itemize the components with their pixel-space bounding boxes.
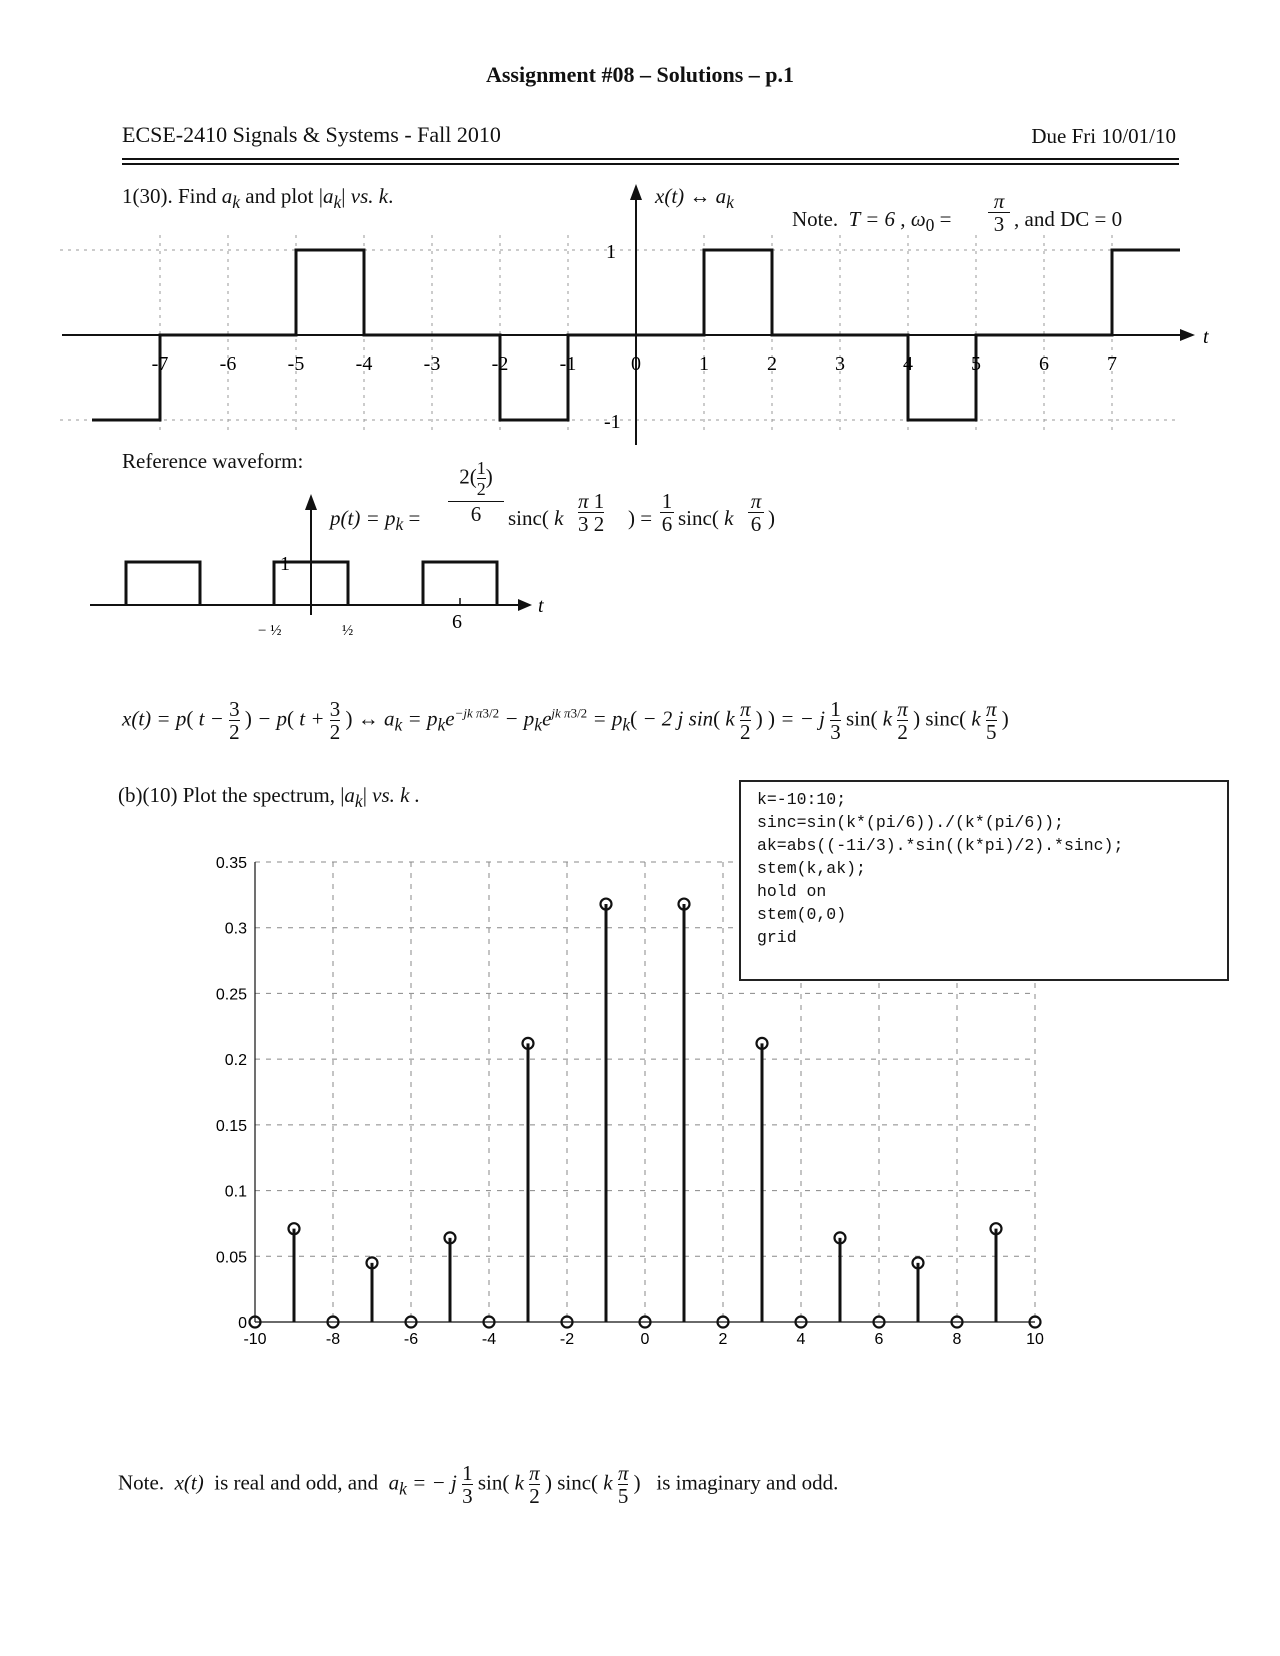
y-tick-0.05: 0.05 xyxy=(215,1249,247,1267)
x-tick--10: -10 xyxy=(243,1331,267,1348)
y-tick-0: 0 xyxy=(238,1315,247,1332)
x-tick-0: 0 xyxy=(640,1331,650,1348)
wave-tick--2: -2 xyxy=(491,353,509,375)
ref-tick-half: ½ xyxy=(342,623,354,639)
x-tick--6: -6 xyxy=(403,1331,419,1348)
ref-level-label: 1 xyxy=(280,553,290,575)
ref-eq-lhs: $p(t) = p_k$ = xyxy=(330,506,421,535)
note-period: Note. T = 6 , $\omega_0$ = xyxy=(792,207,952,236)
wave-tick-2: 2 xyxy=(767,353,777,375)
x-tick-labels xyxy=(243,1331,1044,1348)
ref-amplitude-axis-arrow xyxy=(305,494,317,510)
t-axis-arrow xyxy=(1180,329,1195,341)
y-tick-labels xyxy=(216,855,247,1332)
code-line: sinc=sin(k*(pi/6))./(k*(pi/6)); xyxy=(757,813,1064,832)
ref-eq-sinc2: sinc( k xyxy=(678,506,734,530)
x-tick--8: -8 xyxy=(325,1331,341,1348)
wave-grid xyxy=(60,235,1175,430)
ref-eq-sinc: sinc( k xyxy=(508,506,564,530)
x-tick-8: 8 xyxy=(952,1331,962,1348)
code-line: stem(0,0) xyxy=(757,905,847,924)
wave-tick-0: 0 xyxy=(631,353,641,375)
wave-tick-6: 6 xyxy=(1039,353,1049,375)
x-tick-10: 10 xyxy=(1026,1331,1044,1348)
ref-tick-six: 6 xyxy=(452,611,462,633)
code-line: grid xyxy=(757,928,797,947)
x-tick--4: -4 xyxy=(481,1331,497,1348)
wave-tick--4: -4 xyxy=(355,353,373,375)
problem1-prompt: 1(30). Find $a_k$ and plot $|a_k|$ vs. k. xyxy=(122,184,394,213)
ref-t-axis-arrow xyxy=(518,599,532,611)
ref-tick-neg-half: − ½ xyxy=(258,623,282,639)
due-date: Due Fri 10/01/10 xyxy=(1031,124,1176,148)
part-b-prompt: (b)(10) Plot the spectrum, $|a_k|$ vs. k . xyxy=(118,783,420,812)
ref-eq-equals: ) = xyxy=(628,506,653,530)
ref-eq-one-sixth: 1 6 xyxy=(661,489,673,536)
plot-label: x(t) ↔ $a_k$ xyxy=(655,184,734,213)
x-tick--2: -2 xyxy=(559,1331,575,1348)
wave-tick-labels xyxy=(152,353,1117,375)
ref-eq-arg2: π 6 xyxy=(748,490,764,535)
code-line: ak=abs((-1i/3).*sin((k*pi)/2).*sinc); xyxy=(757,836,1124,855)
t-axis-label: t xyxy=(1203,326,1209,348)
y-tick-0.3: 0.3 xyxy=(224,920,247,938)
level-neg-label: -1 xyxy=(604,411,621,433)
y-tick-0.25: 0.25 xyxy=(215,986,247,1004)
ref-eq-arg: π 1 3 2 xyxy=(578,489,605,536)
level-pos-label: 1 xyxy=(606,241,616,263)
y-tick-0.15: 0.15 xyxy=(215,1117,247,1135)
code-line: hold on xyxy=(757,882,827,901)
y-tick-0.35: 0.35 xyxy=(215,855,247,872)
wave-tick-1: 1 xyxy=(699,353,709,375)
wave-tick-4: 4 xyxy=(903,353,913,375)
code-lines xyxy=(757,788,1211,949)
footer-note: Note. x(t) is real and odd, and $a_k$ = − j $\frac{1}{3}$ sin( k $\frac{\pi}{2}$ ) sinc( k $\frac{\pi}{5}$ ) is imaginary and odd. xyxy=(118,1461,839,1508)
header-rule-double xyxy=(122,163,1179,165)
code-line: k=-10:10; xyxy=(757,790,847,809)
note-dc: , and DC = 0 xyxy=(1014,207,1123,231)
y-tick-0.2: 0.2 xyxy=(224,1052,247,1070)
reference-label: Reference waveform: xyxy=(122,449,304,473)
wave-tick-7: 7 xyxy=(1107,353,1117,375)
note-fraction: π 3 xyxy=(988,190,1010,235)
wave-tick--5: -5 xyxy=(287,353,305,375)
wave-tick--6: -6 xyxy=(219,353,237,375)
ref-pulse-left xyxy=(126,562,200,605)
matlab-code-box xyxy=(739,780,1229,981)
ref-eq-fraction: 2( $\frac{1}{2}$ ) 6 xyxy=(448,458,504,527)
x-tick-6: 6 xyxy=(874,1331,884,1348)
y-tick-0.1: 0.1 xyxy=(224,1183,247,1201)
wave-tick-5: 5 xyxy=(971,353,981,375)
course-name: ECSE-2410 Signals & Systems - Fall 2010 xyxy=(122,122,501,147)
code-line: stem(k,ak); xyxy=(757,859,866,878)
wave-tick--1: -1 xyxy=(559,353,577,375)
wave-tick--3: -3 xyxy=(423,353,441,375)
ref-t-label: t xyxy=(538,595,544,617)
xt-equation: x(t) = p( t − $\frac{3}{2}$ ) − p( t + $\frac{3}{2}$ ) ↔ $a_k = p_ke^{-jk \pi 3/2} - p_ke^{jk \pi 3/2} = p_k( - 2$ j sin( k $\frac{\pi}{2}$ ) ) = − j $\frac{1}{3}$ sin( k $\frac{\pi}{2}$ ) sinc( k $\frac{\pi}{5}$ ) xyxy=(122,697,1009,744)
header-rule xyxy=(122,158,1179,160)
wave-tick-3: 3 xyxy=(835,353,845,375)
x-tick-2: 2 xyxy=(718,1331,728,1348)
wave-tick--7: -7 xyxy=(151,353,169,375)
square-wave-plot xyxy=(0,180,1280,450)
page-title: Assignment #08 – Solutions – p.1 xyxy=(485,62,795,87)
ref-eq-close: ) xyxy=(768,506,775,530)
amplitude-axis-arrow xyxy=(630,184,642,200)
x-tick-4: 4 xyxy=(796,1331,806,1348)
